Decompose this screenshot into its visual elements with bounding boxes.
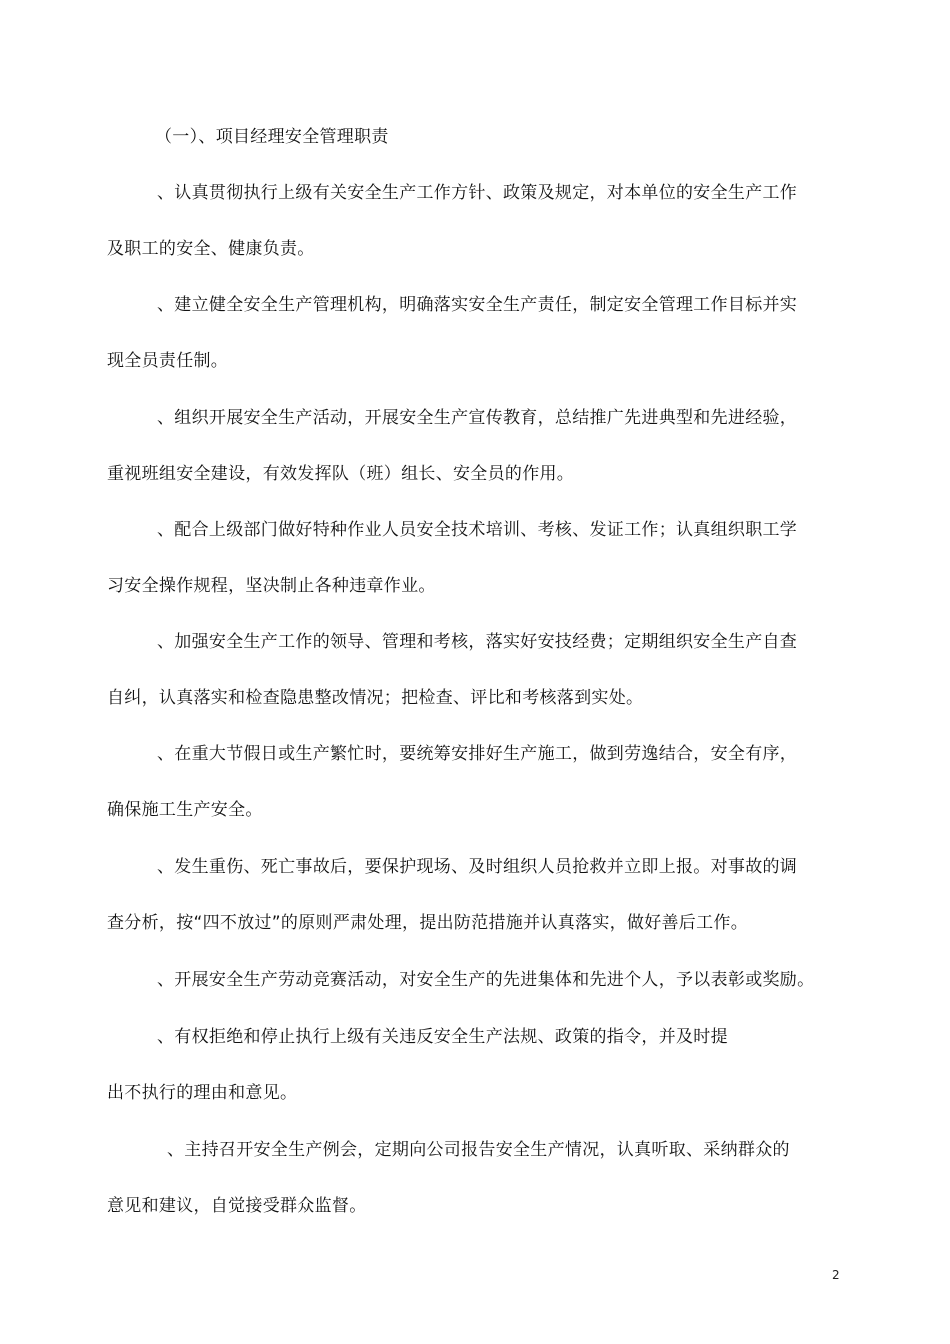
paragraph-3-line-1: 、组织开展安全生产活动，开展安全生产宣传教育，总结推广先进典型和先进经验， [157,408,798,428]
paragraph-1-line-2: 及职工的安全、健康负责。 [107,239,315,259]
paragraph-5-line-1: 、加强安全生产工作的领导、管理和考核，落实好安技经费；定期组织安全生产自查 [157,632,798,652]
paragraph-1-line-1: 、认真贯彻执行上级有关安全生产工作方针、政策及规定，对本单位的安全生产工作 [157,183,798,203]
paragraph-7-line-1: 、发生重伤、死亡事故后，要保护现场、及时组织人员抢救并立即上报。对事故的调 [157,857,798,877]
paragraph-10-line-1: 、主持召开安全生产例会，定期向公司报告安全生产情况，认真听取、采纳群众的 [167,1140,790,1160]
paragraph-7-line-2: 查分析，按“四不放过”的原则严肃处理，提出防范措施并认真落实，做好善后工作。 [107,913,749,933]
paragraph-5-line-2: 自纠，认真落实和检查隐患整改情况；把检查、评比和考核落到实处。 [107,688,644,708]
paragraph-9-line-1: 、有权拒绝和停止执行上级有关违反安全生产法规、政策的指令，并及时提 [157,1027,728,1047]
paragraph-6-line-1: 、在重大节假日或生产繁忙时，要统筹安排好生产施工，做到劳逸结合，安全有序， [157,744,798,764]
page-number: 2 [832,1268,840,1282]
paragraph-10-line-2: 意见和建议，自觉接受群众监督。 [107,1196,367,1216]
paragraph-4-line-1: 、配合上级部门做好特种作业人员安全技术培训、考核、发证工作；认真组织职工学 [157,520,798,540]
paragraph-6-line-2: 确保施工生产安全。 [107,800,263,820]
paragraph-3-line-2: 重视班组安全建设，有效发挥队（班）组长、安全员的作用。 [107,464,575,484]
paragraph-2-line-2: 现全员责任制。 [107,351,229,371]
paragraph-2-line-1: 、建立健全安全生产管理机构，明确落实安全生产责任，制定安全管理工作目标并实 [157,295,798,315]
section-title: （一）、项目经理安全管理职责 [155,127,389,147]
paragraph-8-line-1: 、开展安全生产劳动竞赛活动，对安全生产的先进集体和先进个人，予以表彰或奖励。 [157,970,815,990]
paragraph-9-line-2: 出不执行的理由和意见。 [107,1083,298,1103]
paragraph-4-line-2: 习安全操作规程，坚决制止各种违章作业。 [107,576,436,596]
